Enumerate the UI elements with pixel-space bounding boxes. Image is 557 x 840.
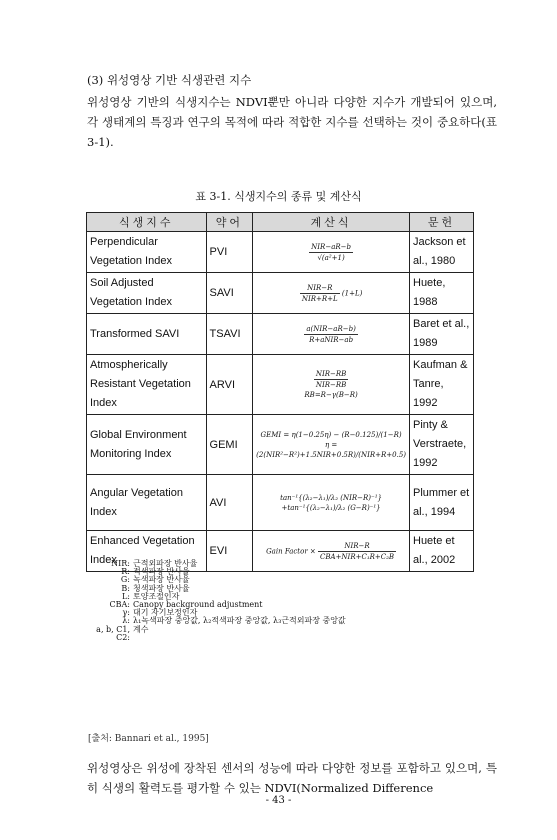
formula-denominator: R+aNIR−ab [309, 335, 354, 344]
table-row [87, 314, 474, 355]
header-reference: 문헌 [410, 213, 474, 232]
formula-numerator: NIR−RB [315, 370, 347, 378]
index-reference: Pinty & Verstraete, 1992 [410, 415, 474, 475]
index-formula [253, 415, 410, 475]
index-reference: Huete et al., 2002 [410, 531, 474, 572]
formula-numerator: NIR−aR−b [311, 242, 351, 251]
formula-denominator: NIR−RB [315, 381, 347, 389]
table-header-row [87, 213, 474, 232]
note-key: B: [121, 583, 130, 593]
index-formula [253, 355, 410, 415]
index-formula [253, 314, 410, 355]
section-heading: (3) 위성영상 기반 식생관련 지수 [87, 73, 252, 87]
index-reference: Jackson et al., 1980 [410, 232, 474, 273]
table-caption: 표 3-1. 식생지수의 종류 및 계산식 [195, 190, 362, 203]
index-reference: Plummer et al., 1994 [410, 475, 474, 531]
note-value: 대기 자기보정인자 [133, 608, 198, 618]
header-index-name: 식생지수 [87, 213, 207, 232]
table-notes [88, 560, 346, 642]
body-paragraph: 위성영상은 위성에 장착된 센서의 성능에 따라 다양한 정보를 포함하고 있으며, 특히 식생의 활력도를 평가할 수 있는 NDVI(Normalized Difference [87, 761, 497, 795]
index-abbr: GEMI [206, 415, 253, 475]
note-value: 녹색파장 반사율 [133, 575, 190, 585]
formula-line-2: η = (2(NIR²−R²)+1.5NIR+0.5R)/(NIR+R+0.5) [256, 440, 406, 459]
index-abbr: ARVI [206, 355, 253, 415]
note-value: 청색파장 반사율 [133, 583, 190, 593]
header-abbr: 약어 [206, 213, 253, 232]
vegetation-index-table [86, 212, 474, 572]
note-value: λ₁녹색파장 중앙값, λ₂적색파장 중앙값, λ₃근적외파장 중앙값 [133, 616, 346, 626]
index-formula [253, 475, 410, 531]
formula-denominator: √(a²+1) [317, 253, 345, 262]
table-row [87, 355, 474, 415]
index-formula [253, 232, 410, 273]
formula-numerator: NIR−R [318, 541, 396, 552]
index-name: Atmospherically Resistant Vegetation Index [87, 355, 207, 415]
formula-line-2: +tan⁻¹{(λ₂−λ₁)/λ₂ (G−R)⁻¹} [281, 503, 381, 512]
index-abbr: PVI [206, 232, 253, 273]
formula-denominator: NIR+R+L [301, 294, 338, 303]
index-abbr: EVI [206, 531, 253, 572]
header-formula: 계산식 [253, 213, 410, 232]
source-citation: [출처: Bannari et al., 1995] [88, 734, 209, 744]
index-reference: Huete, 1988 [410, 273, 474, 314]
index-name: Transformed SAVI [87, 314, 207, 355]
page-number: - 43 - [265, 795, 292, 806]
table-row [87, 415, 474, 475]
formula-numerator: a(NIR−aR−b) [306, 324, 356, 333]
note-key: R: [121, 567, 130, 577]
note-key: NIR: [111, 559, 130, 568]
note-key: CBA: [109, 600, 130, 610]
index-abbr: SAVI [206, 273, 253, 314]
index-reference: Baret et al., 1989 [410, 314, 474, 355]
note-value: 적색파장 반사율 [133, 567, 190, 577]
note-item [88, 626, 346, 642]
table-row [87, 232, 474, 273]
note-key: L: [121, 591, 130, 601]
index-reference: Kaufman & Tanre, 1992 [410, 355, 474, 415]
note-key: γ: [122, 608, 130, 618]
formula-line-1: GEMI = η(1−0.25η) − (R−0.125)/(1−R) [260, 430, 402, 439]
index-abbr: AVI [206, 475, 253, 531]
index-name: Soil Adjusted Vegetation Index [87, 273, 207, 314]
index-abbr: TSAVI [206, 314, 253, 355]
table-row [87, 273, 474, 314]
formula-numerator: NIR−R [300, 283, 340, 294]
note-value: Canopy background adjustment [133, 600, 263, 610]
index-name: Global Environment Monitoring Index [87, 415, 207, 475]
note-value: 토양조절인자 [133, 591, 180, 601]
formula-tail: Gain Factor × [266, 547, 316, 555]
index-name: Enhanced Vegetation Index [87, 531, 207, 572]
table-row [87, 475, 474, 531]
index-name: Angular Vegetation Index [87, 475, 207, 531]
formula-line-1: tan⁻¹{(λ₂−λ₁)/λ₂ (NIR−R)⁻¹} [280, 493, 382, 502]
formula-tail: RB=R−γ(B−R) [304, 391, 358, 399]
intro-paragraph: 위성영상 기반의 식생지수는 NDVI뿐만 아니라 다양한 지수가 개발되어 있으며, 각 생태계의 특징과 연구의 목적에 따라 적합한 지수를 선택하는 것이 중요하다(표 3-1). [87, 95, 497, 149]
formula-denominator: CBA+NIR+C₁R+C₂B [320, 552, 395, 561]
index-formula [253, 273, 410, 314]
index-name: Perpendicular Vegetation Index [87, 232, 207, 273]
note-value: 계수 [133, 624, 149, 634]
note-key: G: [120, 575, 130, 585]
note-key: λ: [122, 616, 130, 626]
note-key: a, b, C1, C2: [96, 624, 130, 642]
note-value: 근적외파장 반사율 [133, 559, 198, 568]
formula-tail: (1+L) [341, 289, 363, 297]
